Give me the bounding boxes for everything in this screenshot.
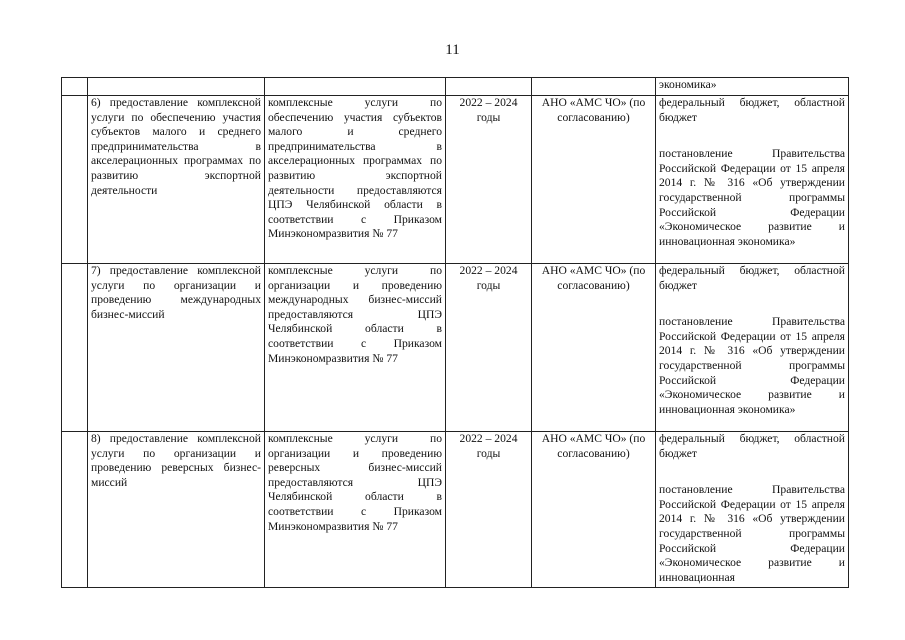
funding-text: федеральный бюджет, областной бюджет [659, 264, 845, 292]
executor-cell [532, 78, 656, 96]
spacer [659, 293, 845, 315]
page-number: 11 [445, 42, 460, 58]
period-cell: 2022 – 2024 годы [446, 264, 532, 432]
service-cell: 8) предоставление комплексной услуги по организации и проведению реверсных бизнес-миссий [88, 432, 265, 588]
index-cell [62, 78, 88, 96]
continuation-text: экономика» [656, 78, 849, 96]
basis-text: постановление Правительства Российской Федерации от 15 апреля 2014 г. № 316 «Об утверждении государственной программы Российской Федерации «Экономическое развитие и инновационная экономика» [659, 315, 845, 416]
spacer [659, 461, 845, 483]
measures-table [61, 77, 849, 588]
continuation-row [62, 78, 849, 96]
index-cell [62, 432, 88, 588]
period-cell [446, 78, 532, 96]
funding-text: федеральный бюджет, областной бюджет [659, 432, 845, 460]
table-row [62, 432, 849, 588]
description-cell: комплексные услуги по организации и проведению международных бизнес-миссий предоставляются ЦПЭ Челябинской области в соответствии с Приказом Минэкономразвития № 77 [265, 264, 446, 432]
funding-cell [656, 264, 849, 432]
funding-text: федеральный бюджет, областной бюджет [659, 96, 845, 124]
executor-cell: АНО «АМС ЧО» (по согласованию) [532, 264, 656, 432]
description-cell [265, 78, 446, 96]
basis-text: постановление Правительства Российской Федерации от 15 апреля 2014 г. № 316 «Об утверждении государственной программы Российской Федерации «Экономическое развитие и инновационная экономика» [659, 147, 845, 248]
table-row [62, 264, 849, 432]
index-cell [62, 264, 88, 432]
period-cell: 2022 – 2024 годы [446, 96, 532, 264]
service-cell: 6) предоставление комплексной услуги по обеспечению участия субъектов малого и среднего предпринимательства в акселерационных программах по развитию экспортной деятельности [88, 96, 265, 264]
funding-cell [656, 432, 849, 588]
description-cell: комплексные услуги по обеспечению участия субъектов малого и среднего предпринимательства в акселерационных программах по развитию экспортной деятельности предоставляются ЦПЭ Челябинской области в соответствии с Приказом Минэкономразвития № 77 [265, 96, 446, 264]
funding-cell [656, 96, 849, 264]
funding-clip [659, 432, 845, 585]
service-cell: 7) предоставление комплексной услуги по организации и проведению международных бизнес-миссий [88, 264, 265, 432]
basis-text: постановление Правительства Российской Федерации от 15 апреля 2014 г. № 316 «Об утверждении государственной программы Российской Федерации «Экономическое развитие и инновационная [659, 483, 845, 584]
table-row [62, 96, 849, 264]
index-cell [62, 96, 88, 264]
period-cell: 2022 – 2024 годы [446, 432, 532, 588]
executor-cell: АНО «АМС ЧО» (по согласованию) [532, 432, 656, 588]
description-cell: комплексные услуги по организации и проведению реверсных бизнес-миссий предоставляются ЦПЭ Челябинской области в соответствии с Приказом Минэкономразвития № 77 [265, 432, 446, 588]
service-cell [88, 78, 265, 96]
executor-cell: АНО «АМС ЧО» (по согласованию) [532, 96, 656, 264]
spacer [659, 125, 845, 147]
